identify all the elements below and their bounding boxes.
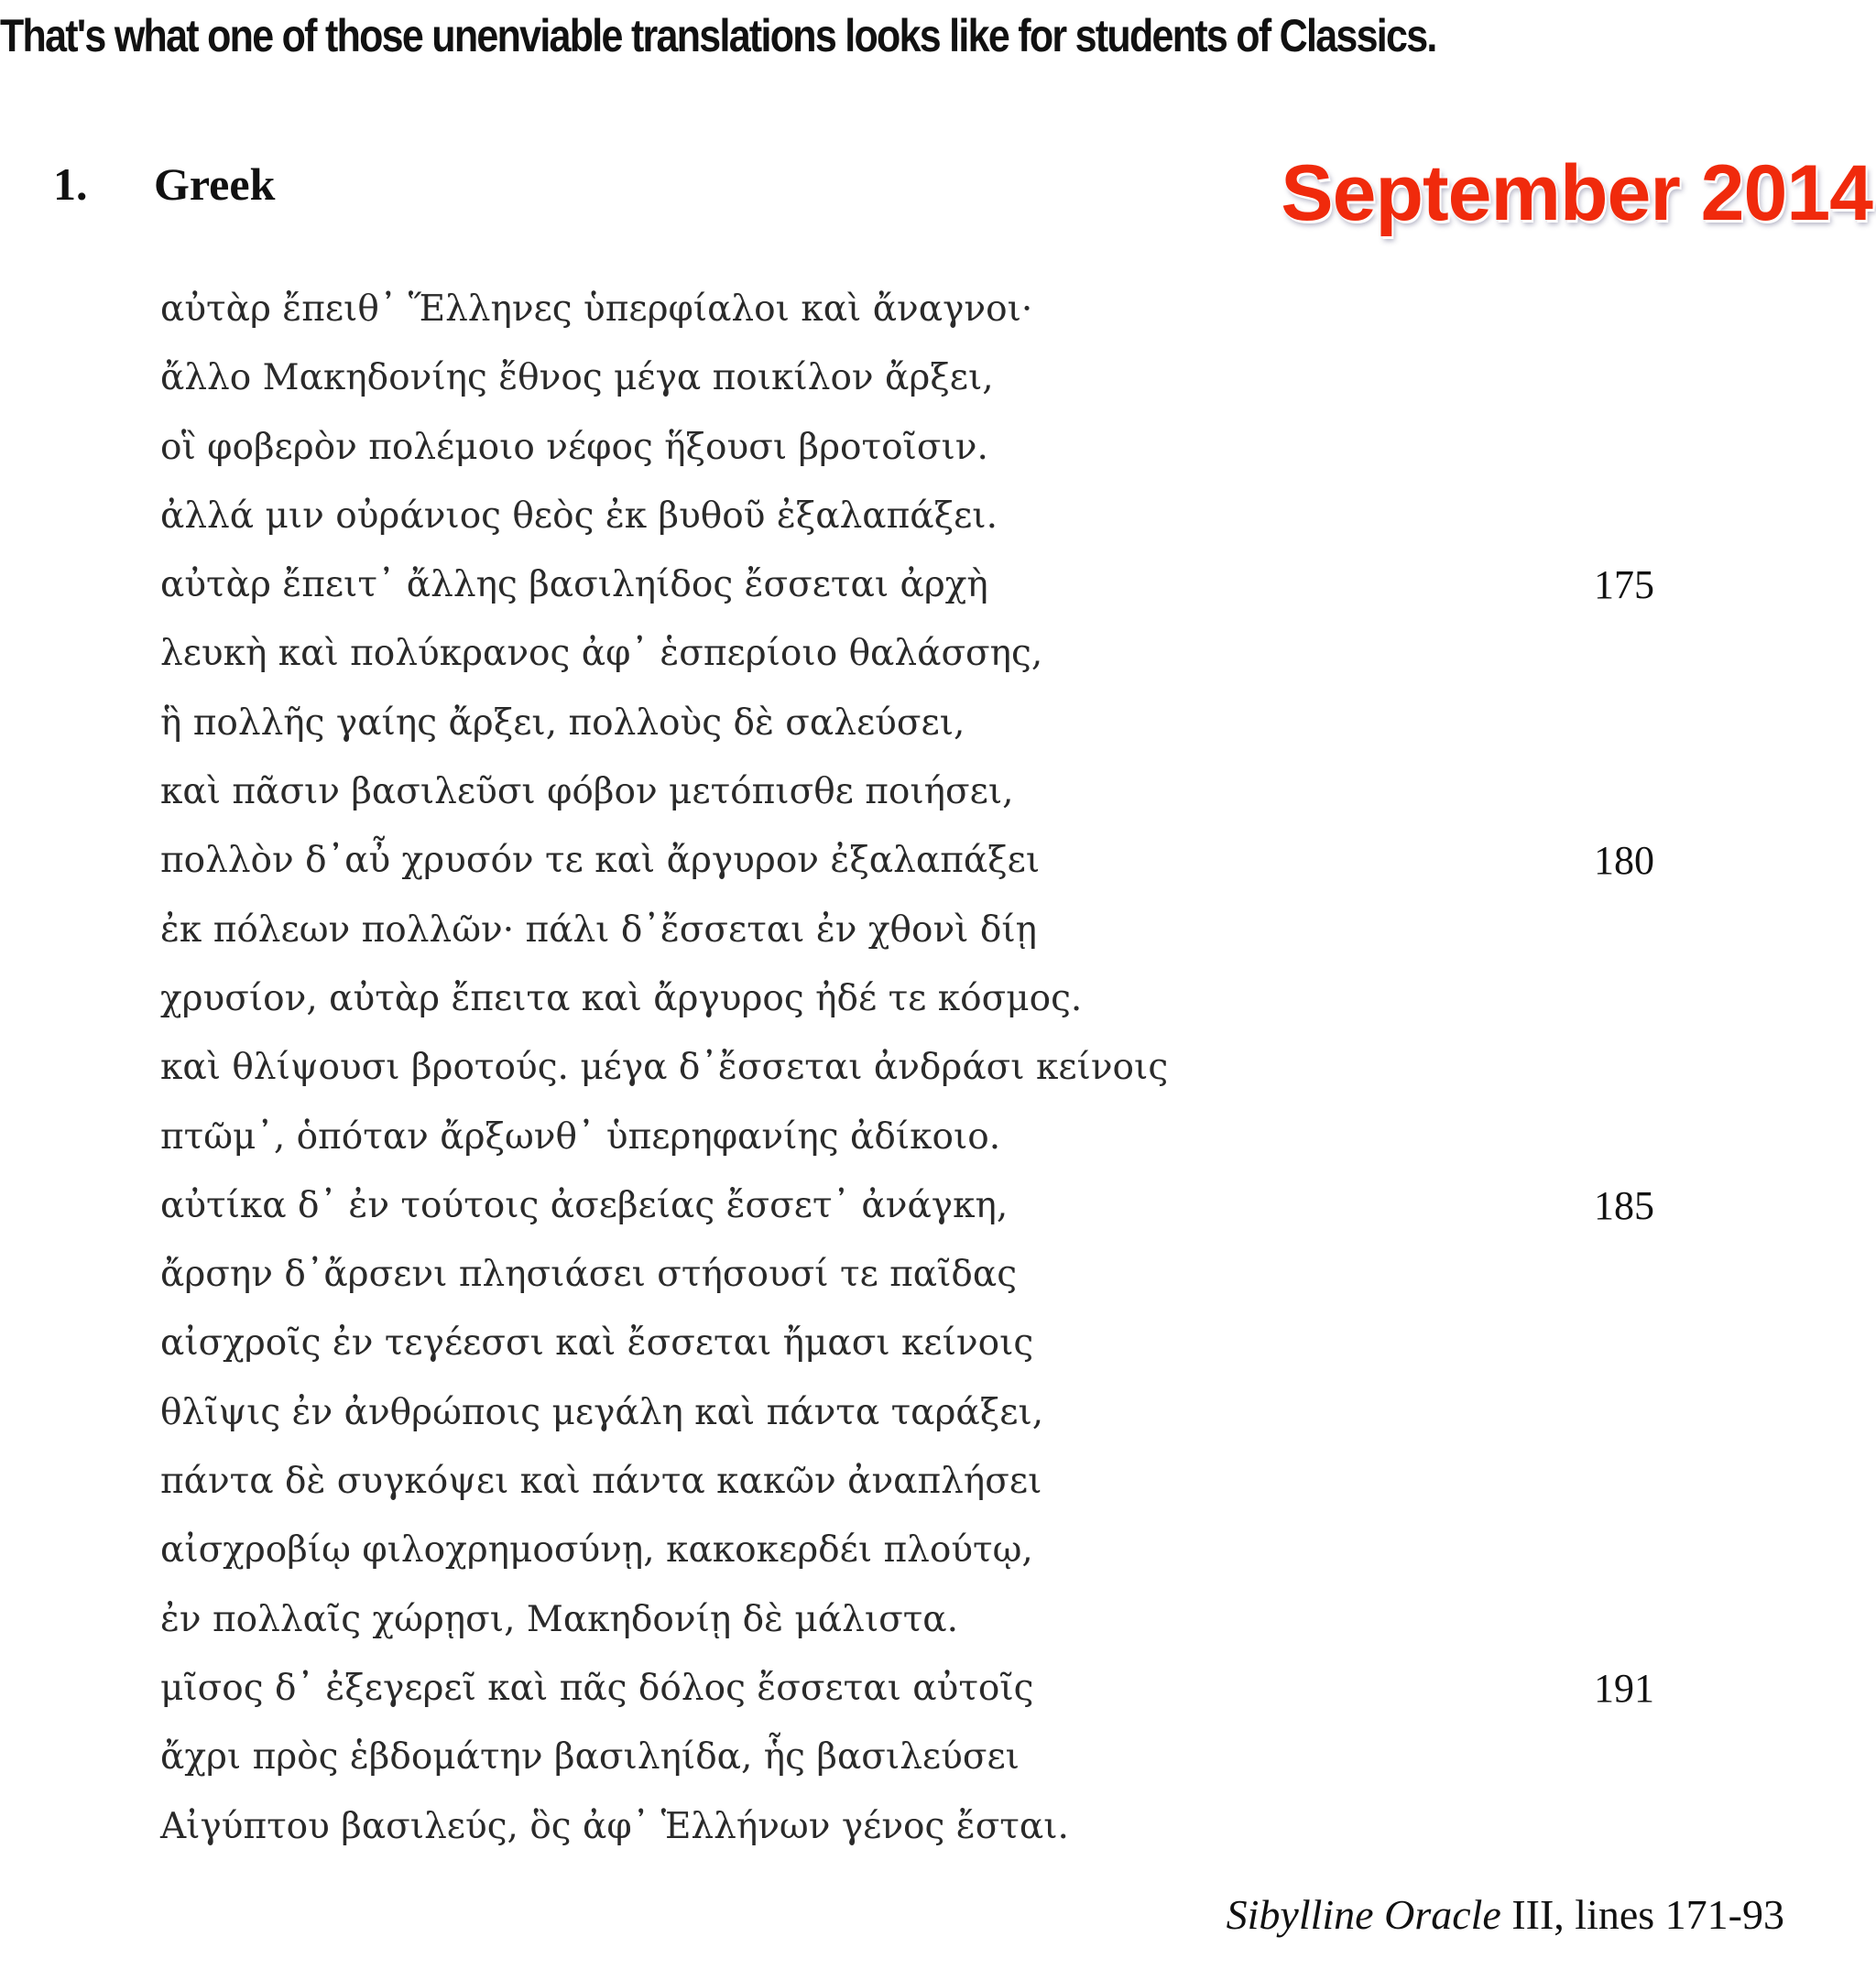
section-number: 1. [53,158,88,210]
poem-line-text: αὐτὰρ ἔπειθ᾿ Ἕλληνες ὑπερφίαλοι καὶ ἄναγνοι· [160,288,1033,330]
poem-line [160,757,1672,826]
poem-line [160,619,1672,688]
citation [1227,1890,1784,1939]
poem-line [160,1792,1672,1861]
poem-line [160,275,1672,343]
poem-line [160,1171,1672,1240]
poem-line-text: ἣ πολλῆς γαίης ἄρξει, πολλοὺς δὲ σαλεύσει, [160,702,965,744]
poem-line [160,1447,1672,1516]
poem-line-text: ἀλλά μιν οὐράνιος θεὸς ἐκ βυθοῦ ἐξαλαπάξει. [160,495,998,537]
poem-line [160,1378,1672,1447]
poem-line [160,1723,1672,1791]
poem-line-text: πολλὸν δ᾿αὖ χρυσόν τε καὶ ἄργυρον ἐξαλαπάξει [160,840,1041,882]
poem-line-text: καὶ θλίψουσι βροτούς. μέγα δ᾿ἔσσεται ἀνδράσι κείνοις [160,1047,1169,1089]
greek-poem [160,275,1672,1861]
poem-line-text: ἐν πολλαῖς χώρῃσι, Μακηδονίῃ δὲ μάλιστα. [160,1598,959,1640]
line-number: 191 [1594,1665,1654,1711]
poem-line-text: αἰσχροῖς ἐν τεγέεσσι καὶ ἔσσεται ἤμασι κείνοις [160,1322,1034,1365]
date-stamp: September 2014 [1281,149,1872,237]
citation-title: Sibylline Oracle [1226,1891,1501,1938]
poem-line-text: ἐκ πόλεων πολλῶν· πάλι δ᾿ἔσσεται ἐν χθονὶ δίῃ [160,908,1037,951]
poem-line-text: Αἰγύπτου βασιλεύς, ὃς ἀφ᾿ Ἑλλήνων γένος ἔσται. [160,1805,1069,1847]
poem-line [160,826,1672,895]
poem-line-text: λευκὴ καὶ πολύκρανος ἀφ᾿ ἑσπερίοιο θαλάσσης, [160,633,1043,675]
poem-line-text: ἄλλο Μακηδονίης ἔθνος μέγα ποικίλον ἄρξει, [160,357,994,399]
section-title: Greek [154,158,276,210]
poem-line [160,1240,1672,1309]
poem-line [160,1309,1672,1377]
line-number: 175 [1594,562,1654,608]
poem-line-text: οἳ φοβερὸν πολέμοιο νέφος ἥξουσι βροτοῖσιν. [160,426,988,468]
poem-line-text: ἄχρι πρὸς ἑβδομάτην βασιληίδα, ἧς βασιλεύσει [160,1736,1020,1779]
poem-line [160,1585,1672,1654]
poem-line-text: μῖσος δ᾿ ἐξεγερεῖ καὶ πᾶς δόλος ἔσσεται αὐτοῖς [160,1667,1034,1709]
poem-line-text: ἄρσην δ᾿ἄρσενι πλησιάσει στήσουσί τε παῖδας [160,1254,1018,1296]
poem-line-text: αἰσχροβίῳ φιλοχρημοσύνῃ, κακοκερδέι πλούτῳ, [160,1529,1033,1572]
poem-line [160,1103,1672,1171]
poem-line-text: πάντα δὲ συγκόψει καὶ πάντα κακῶν ἀναπλήσει [160,1461,1042,1503]
poem-line [160,1654,1672,1723]
poem-line [160,1516,1672,1584]
poem-line-text: θλῖψις ἐν ἀνθρώποις μεγάλη καὶ πάντα ταράξει, [160,1391,1044,1433]
headline: That's what one of those unenviable translations looks like for students of Classics. [0,10,1436,61]
poem-line-text: αὐτίκα δ᾿ ἐν τούτοις ἀσεβείας ἔσσετ᾿ ἀνάγκη, [160,1184,1009,1226]
line-number: 180 [1594,838,1654,884]
poem-line [160,482,1672,550]
poem-line-text: πτῶμ᾿, ὁπόταν ἄρξωνθ᾿ ὑπερηφανίης ἀδίκοιο. [160,1115,1001,1158]
poem-line [160,896,1672,964]
section-heading [53,158,275,211]
poem-line-text: αὐτὰρ ἔπειτ᾿ ἄλλης βασιληίδος ἔσσεται ἀρχὴ [160,564,988,606]
line-number: 185 [1594,1182,1654,1228]
poem-line-text: χρυσίον, αὐτὰρ ἔπειτα καὶ ἄργυρος ἠδέ τε κόσμος. [160,977,1083,1019]
poem-line [160,1033,1672,1102]
citation-rest: III, lines 171-93 [1500,1891,1784,1938]
poem-line [160,343,1672,412]
poem-line [160,689,1672,757]
poem-line [160,964,1672,1033]
poem-line [160,550,1672,619]
poem-line [160,413,1672,482]
poem-line-text: καὶ πᾶσιν βασιλεῦσι φόβον μετόπισθε ποιήσει, [160,771,1014,813]
